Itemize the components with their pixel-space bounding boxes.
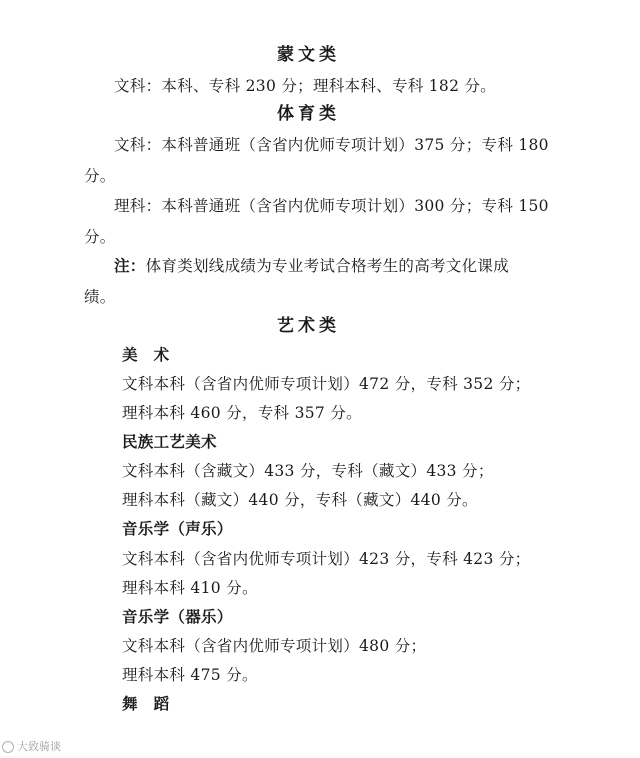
tiyu-note-line-2: 绩。 <box>84 288 116 306</box>
watermark-logo-icon <box>2 741 14 753</box>
minzu-line-2: 理科本科（藏文）440 分，专科（藏文）440 分。 <box>122 491 478 509</box>
tiyu-wenke-line-2: 分。 <box>84 167 116 185</box>
note-label: 注： <box>114 256 146 275</box>
note-text: 体育类划线成绩为专业考试合格考生的高考文化课成 <box>145 257 510 275</box>
tiyu-wenke-line-1: 文科：本科普通班（含省内优师专项计划）375 分；专科 180 <box>114 136 549 154</box>
subsection-title-qiyue: 音乐学（器乐） <box>122 607 233 626</box>
meishu-line-2: 理科本科 460 分，专科 357 分。 <box>122 404 362 422</box>
subsection-title-meishu: 美 术 <box>122 345 170 364</box>
watermark-text: 大致骑谈 <box>17 740 61 753</box>
minzu-line-1: 文科本科（含藏文）433 分，专科（藏文）433 分； <box>122 462 494 480</box>
watermark <box>2 738 61 754</box>
section-title-tiyu: 体育类 <box>277 104 340 124</box>
section-title-yishu: 艺术类 <box>277 316 340 336</box>
meishu-line-1: 文科本科（含省内优师专项计划）472 分，专科 352 分； <box>122 375 531 393</box>
shengyue-line-1: 文科本科（含省内优师专项计划）423 分，专科 423 分； <box>122 550 531 568</box>
section-title-mengwen: 蒙文类 <box>277 45 340 65</box>
qiyue-line-1: 文科本科（含省内优师专项计划）480 分； <box>122 637 427 655</box>
tiyu-like-line-1: 理科：本科普通班（含省内优师专项计划）300 分；专科 150 <box>114 197 549 215</box>
mengwen-line: 文科：本科、专科 230 分；理科本科、专科 182 分。 <box>114 77 497 95</box>
tiyu-note-line-1 <box>114 256 509 276</box>
qiyue-line-2: 理科本科 475 分。 <box>122 666 258 684</box>
shengyue-line-2: 理科本科 410 分。 <box>122 579 258 597</box>
subsection-title-minzu: 民族工艺美术 <box>122 432 217 451</box>
subsection-title-shengyue: 音乐学（声乐） <box>122 519 233 538</box>
subsection-title-wudao: 舞 蹈 <box>122 694 170 713</box>
tiyu-like-line-2: 分。 <box>84 228 116 246</box>
